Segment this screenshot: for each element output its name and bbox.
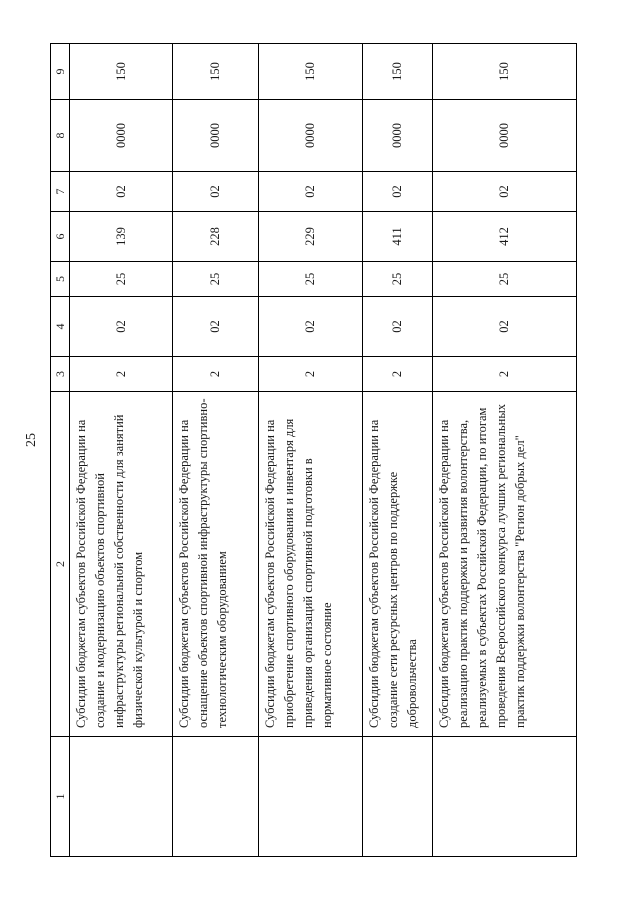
header-cell: 8 [51,100,70,172]
subsidy-name-cell: Субсидии бюджетам субъектов Российской Федерации на оснащение объектов спортивной инфраструктуры спортивно-технологическим оборудованием [173,392,259,737]
budget-code-table [50,43,577,857]
header-cell: 6 [51,212,70,262]
code-cell: 02 [363,172,433,212]
header-cell: 2 [51,392,70,737]
code-cell: 411 [363,212,433,262]
code-cell: 02 [70,297,173,357]
code-cell: 2 [259,357,363,392]
code-cell: 02 [259,172,363,212]
code-cell: 02 [259,297,363,357]
code-cell: 02 [433,172,577,212]
subsidy-name-cell: Субсидии бюджетам субъектов Российской Федерации на приобретение спортивного оборудования и инвентаря для приведения организаций спортивной подготовки в нормативное состояние [259,392,363,737]
code-cell: 0000 [363,100,433,172]
code-cell: 139 [70,212,173,262]
code-cell: 02 [173,297,259,357]
code-cell: 25 [70,262,173,297]
code-cell: 0000 [173,100,259,172]
code-cell: 2 [70,357,173,392]
page-number: 25 [24,433,39,447]
header-cell: 1 [51,737,70,857]
code-cell: 25 [173,262,259,297]
table-row [259,44,363,857]
header-cell: 7 [51,172,70,212]
header-cell: 4 [51,297,70,357]
code-cell: 25 [259,262,363,297]
row-col1-cell [173,737,259,857]
code-cell: 02 [70,172,173,212]
code-cell: 02 [173,172,259,212]
code-cell: 229 [259,212,363,262]
table-row [173,44,259,857]
code-cell: 412 [433,212,577,262]
code-cell: 02 [363,297,433,357]
row-col1-cell [363,737,433,857]
code-cell: 150 [363,44,433,100]
table-row [433,44,577,857]
code-cell: 2 [363,357,433,392]
subsidy-name-cell: Субсидии бюджетам субъектов Российской Федерации на создание и модернизацию объектов спортивной инфраструктуры региональной собственности для занятий физической культурой и спортом [70,392,173,737]
code-cell: 150 [259,44,363,100]
header-row [51,44,70,857]
code-cell: 2 [173,357,259,392]
table-row [70,44,173,857]
subsidy-name-cell: Субсидии бюджетам субъектов Российской Федерации на создание сети ресурсных центров по поддержке добровольчества [363,392,433,737]
code-cell: 0000 [70,100,173,172]
code-cell: 228 [173,212,259,262]
code-cell: 02 [433,297,577,357]
table-row [363,44,433,857]
code-cell: 2 [433,357,577,392]
code-cell: 150 [173,44,259,100]
row-col1-cell [259,737,363,857]
header-cell: 3 [51,357,70,392]
row-col1-cell [70,737,173,857]
code-cell: 0000 [433,100,577,172]
code-cell: 25 [433,262,577,297]
budget-code-table-container [50,44,575,857]
header-cell: 9 [51,44,70,100]
code-cell: 150 [70,44,173,100]
row-col1-cell [433,737,577,857]
subsidy-name-cell: Субсидии бюджетам субъектов Российской Федерации на реализацию практик поддержки и развития волонтерства, реализуемых в субъектах Российской Федерации, по итогам проведения Всероссийского конкурса лучших региональных практик поддержки волонтерства "Регион добрых дел" [433,392,577,737]
code-cell: 0000 [259,100,363,172]
code-cell: 150 [433,44,577,100]
header-cell: 5 [51,262,70,297]
code-cell: 25 [363,262,433,297]
